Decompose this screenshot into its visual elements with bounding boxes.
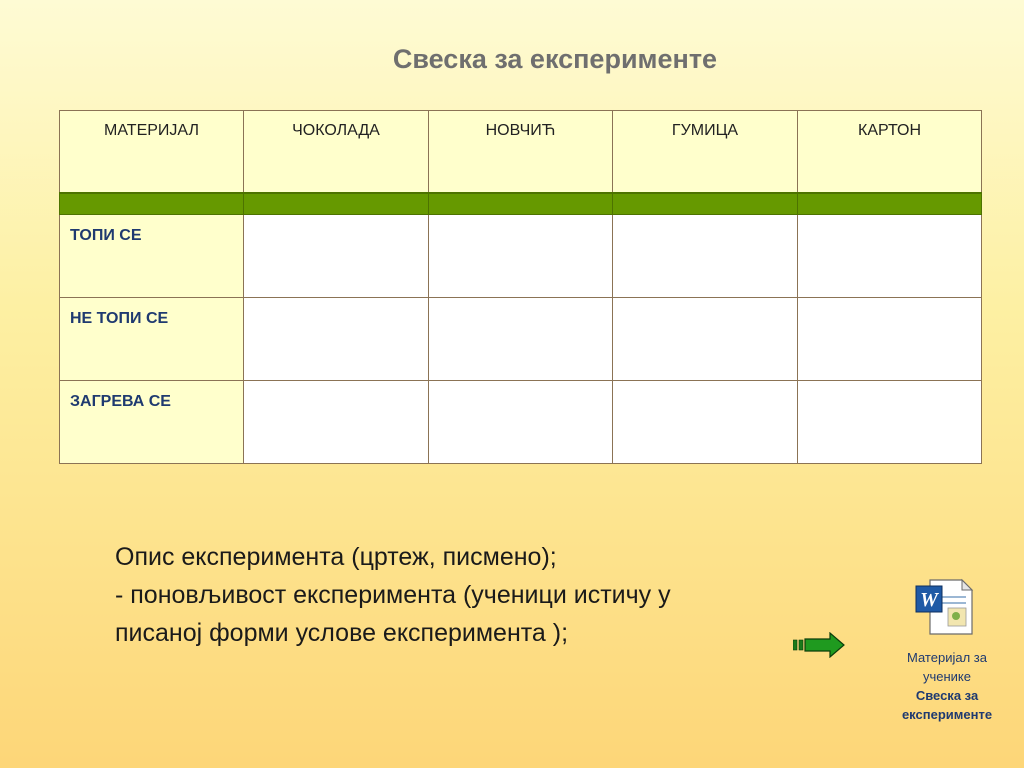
description-line: Опис експеримента (цртеж, писмено); bbox=[115, 543, 557, 571]
slide-title: Свеска за експерименте bbox=[392, 44, 718, 74]
caption-line: ученике bbox=[922, 669, 971, 684]
header-eraser: ГУМИЦА bbox=[613, 111, 798, 193]
description-line: - поновљивост експеримента (ученици истичу у bbox=[115, 581, 671, 609]
experiment-description bbox=[115, 538, 895, 652]
header-material: МАТЕРИЈАЛ bbox=[60, 111, 244, 193]
green-arrow-icon[interactable] bbox=[793, 632, 845, 658]
row-label-heats-up: ЗАГРЕВА СЕ bbox=[60, 380, 244, 463]
header-coin: НОВЧИЋ bbox=[429, 111, 613, 193]
table-cell[interactable] bbox=[244, 297, 429, 380]
header-cardboard: КАРТОН bbox=[798, 111, 982, 193]
description-line: писаној форми услове експеримента ); bbox=[115, 619, 569, 647]
table-row bbox=[60, 380, 982, 463]
band-cell bbox=[60, 193, 244, 215]
row-label-melts: ТОПИ СЕ bbox=[60, 214, 244, 297]
table-cell[interactable] bbox=[613, 297, 798, 380]
table-cell[interactable] bbox=[429, 297, 613, 380]
table-cell[interactable] bbox=[798, 214, 982, 297]
header-chocolate: ЧОКОЛАДА bbox=[244, 111, 429, 193]
row-label-does-not-melt: НЕ ТОПИ СЕ bbox=[60, 297, 244, 380]
caption-line: Материјал за bbox=[907, 650, 987, 665]
table-cell[interactable] bbox=[613, 214, 798, 297]
separator-band bbox=[60, 193, 982, 215]
word-document-icon[interactable] bbox=[914, 578, 976, 636]
svg-text:W: W bbox=[920, 589, 938, 611]
table-cell[interactable] bbox=[429, 214, 613, 297]
student-material-link[interactable] bbox=[880, 648, 1014, 724]
experiment-table bbox=[59, 110, 982, 464]
caption-link-title: Свеска за bbox=[915, 688, 979, 703]
table-cell[interactable] bbox=[613, 380, 798, 463]
table-cell[interactable] bbox=[798, 297, 982, 380]
band-cell bbox=[244, 193, 429, 215]
header-row bbox=[60, 111, 982, 193]
band-cell bbox=[798, 193, 982, 215]
table-cell[interactable] bbox=[798, 380, 982, 463]
table-row bbox=[60, 297, 982, 380]
table-cell[interactable] bbox=[244, 380, 429, 463]
band-cell bbox=[613, 193, 798, 215]
table-row bbox=[60, 214, 982, 297]
band-cell bbox=[429, 193, 613, 215]
table-cell[interactable] bbox=[429, 380, 613, 463]
table-cell[interactable] bbox=[244, 214, 429, 297]
caption-link-title: експерименте bbox=[901, 707, 993, 722]
